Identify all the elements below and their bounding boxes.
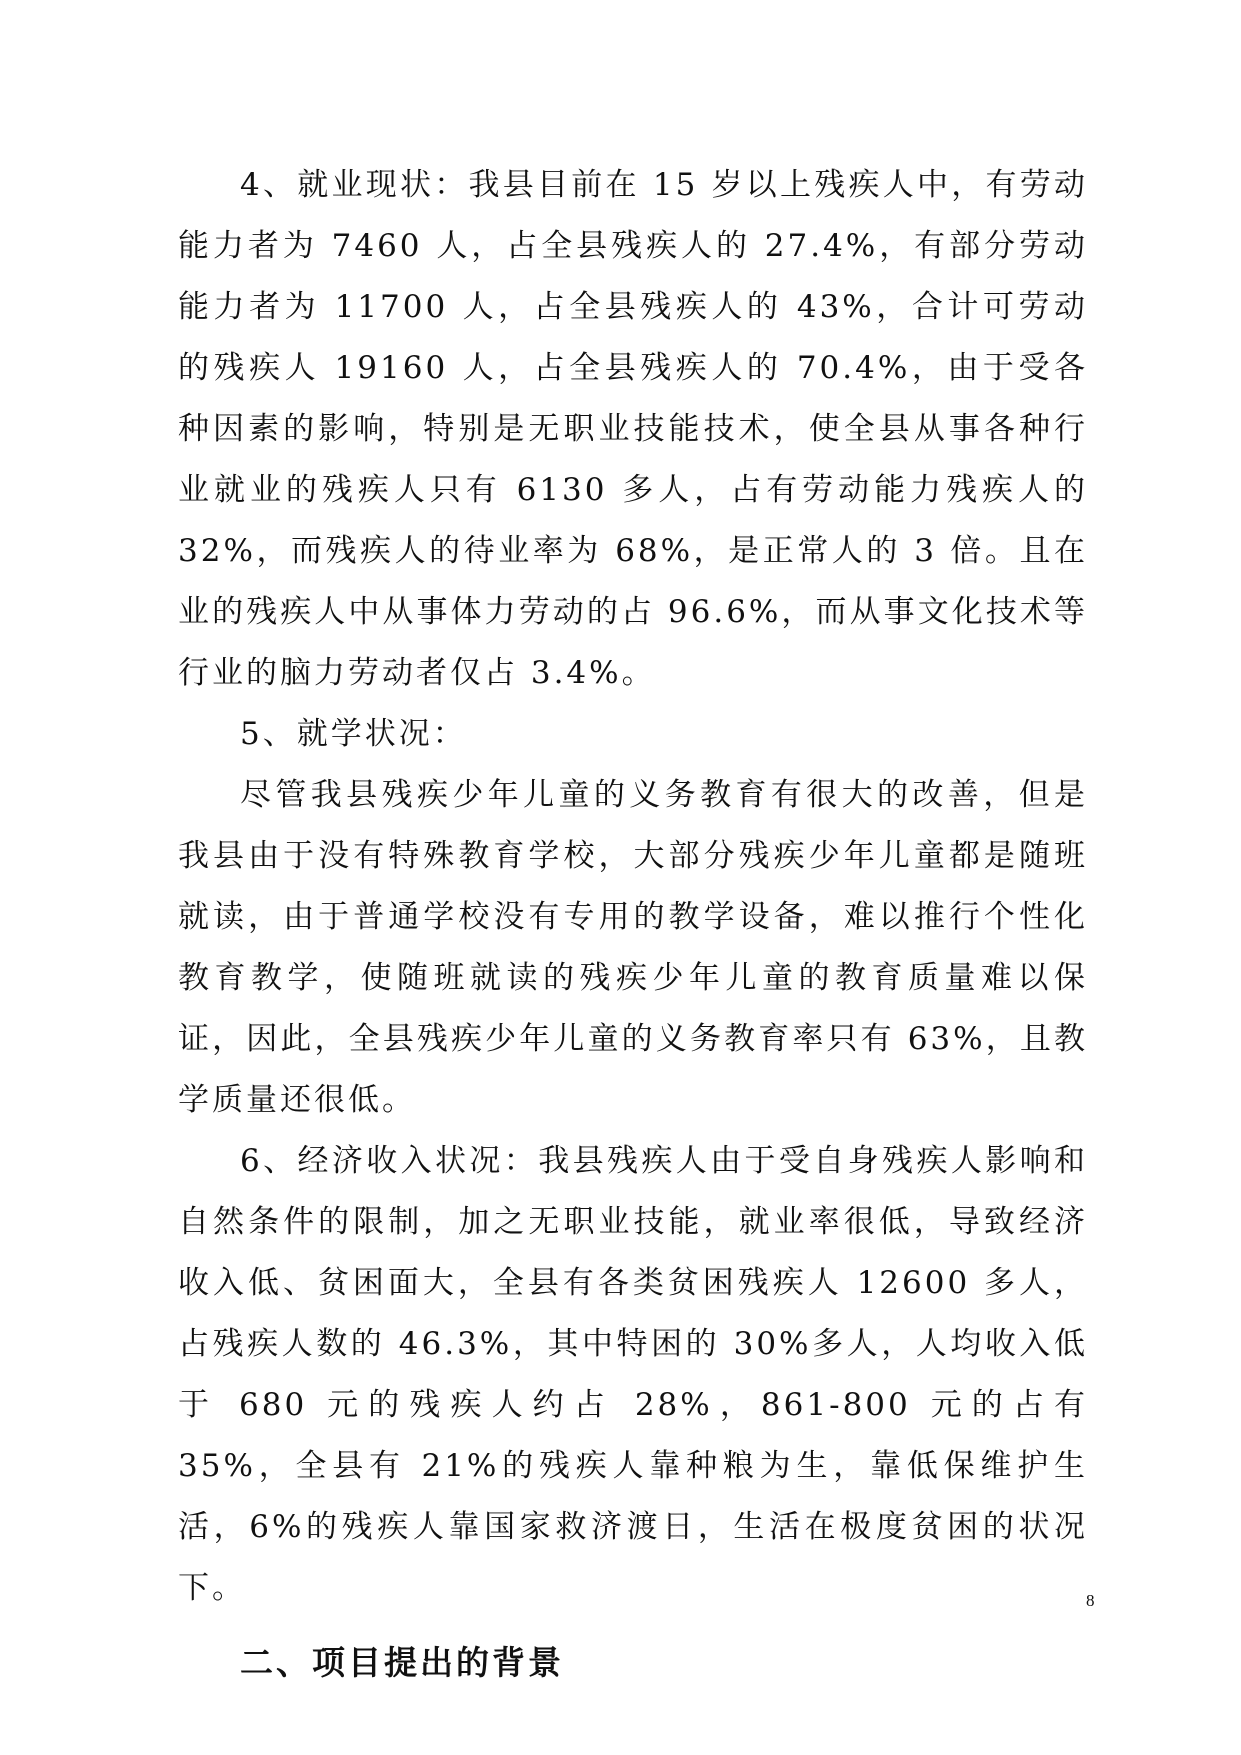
paragraph-schooling-heading: 5、就学状况： — [240, 716, 467, 752]
section-heading: 二、项目提出的背景 — [240, 1643, 564, 1682]
paragraph-employment-status: 4、就业现状：我县目前在 15 岁以上残疾人中，有劳动能力者为 7460 人，占全县残疾人的 27.4%，有部分劳动能力者为 11700 人，占全县残疾人的 43%，合计可劳动的残疾人 19160 人，占全县残疾人的 70.4%，由于受各种因素的影响，特别是无职业技能技术，使全县从事各种行业就业的残疾人只有 6130 多人，占有劳动能力残疾人的 32%，而残疾人的待业率为 68%，是正常人的 3 倍。且在业的残疾人中从事体力劳动的占 96.6%，而从事文化技术等行业的脑力劳动者仅占 3.4%。 — [178, 167, 1088, 691]
page-number: 8 — [1086, 1591, 1095, 1610]
document-body — [178, 155, 1088, 1695]
paragraph-schooling-status: 尽管我县残疾少年儿童的义务教育有很大的改善，但是我县由于没有特殊教育学校，大部分残疾少年儿童都是随班就读，由于普通学校没有专用的教学设备，难以推行个性化教育教学，使随班就读的残疾少年儿童的教育质量难以保证，因此，全县残疾少年儿童的义务教育率只有 63%，且教学质量还很低。 — [178, 777, 1088, 1118]
paragraph-income-status: 6、经济收入状况：我县残疾人由于受自身残疾人影响和自然条件的限制，加之无职业技能，就业率很低，导致经济收入低、贫困面大，全县有各类贫困残疾人 12600 多人，占残疾人数的 46.3%，其中特困的 30%多人，人均收入低于 680 元的残疾人约占 28%，861-800 元的占有 35%，全县有 21%的残疾人靠种粮为生，靠低保维护生活，6%的残疾人靠国家救济渡日，生活在极度贫困的状况下。 — [178, 1143, 1088, 1606]
